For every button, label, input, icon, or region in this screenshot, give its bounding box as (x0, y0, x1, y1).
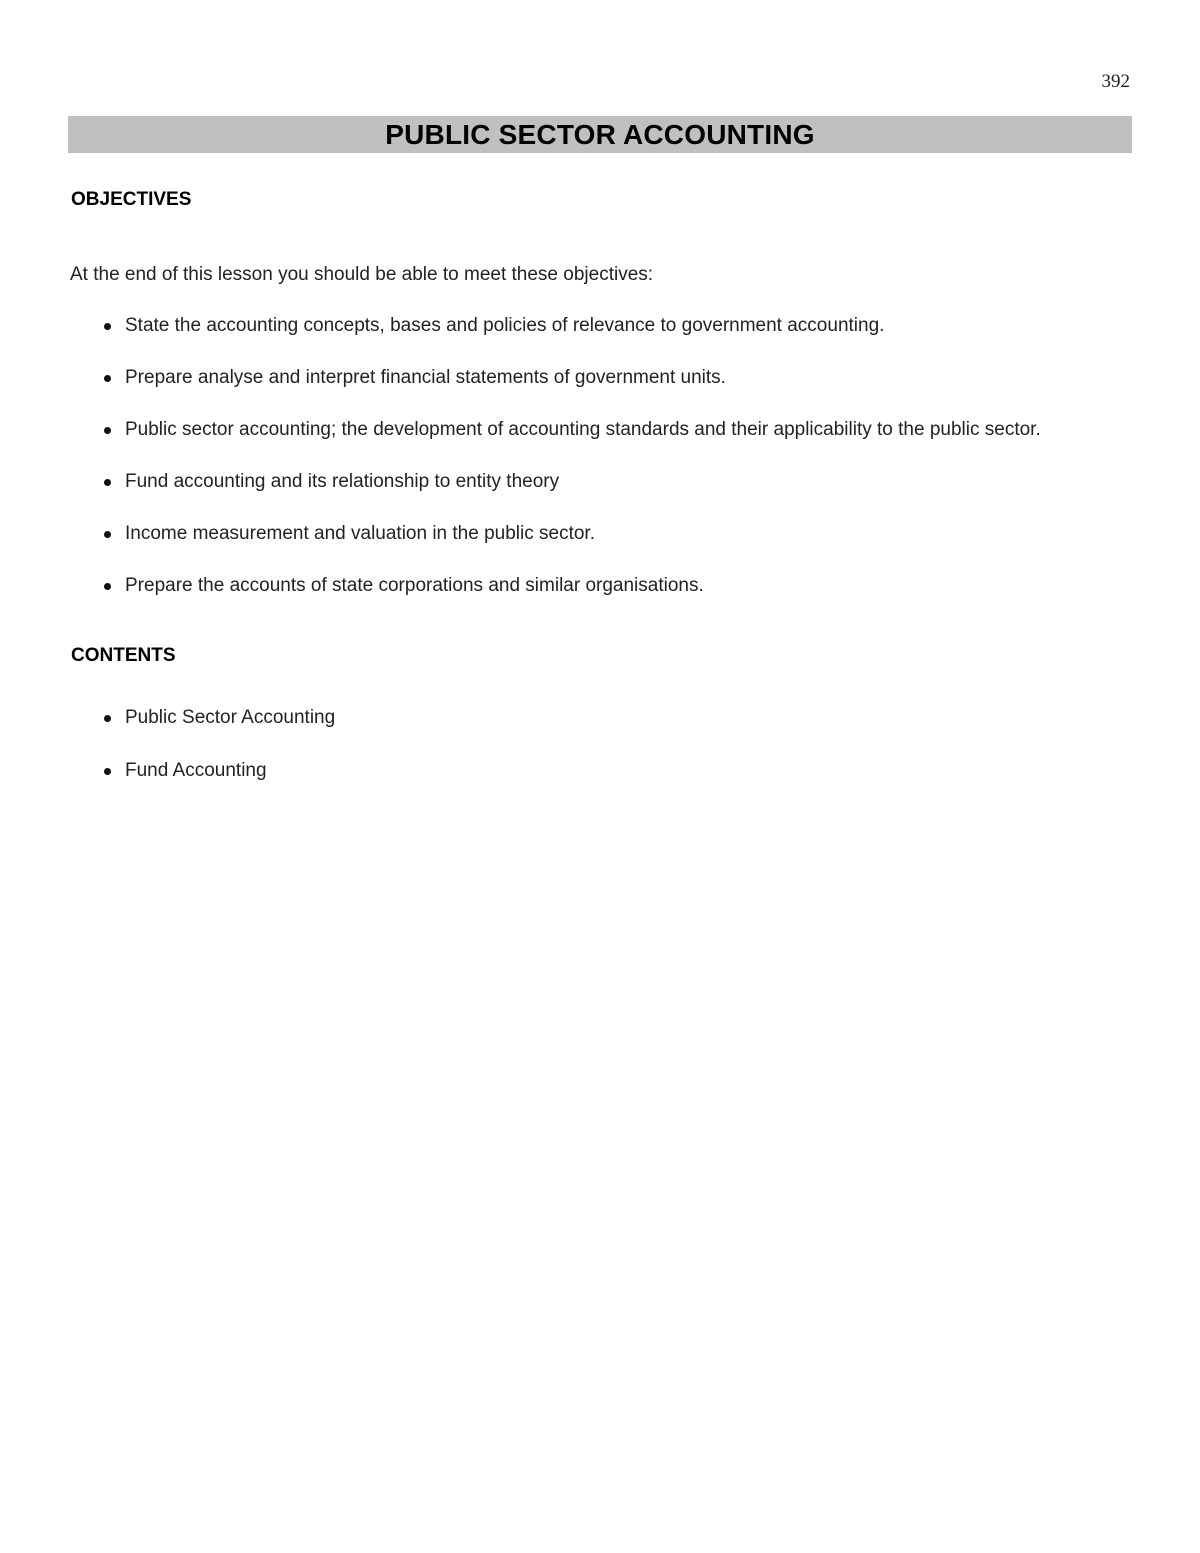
bullet-icon (104, 427, 111, 434)
title-banner (68, 116, 1132, 153)
objective-text: Prepare the accounts of state corporations and similar organisations. (125, 575, 704, 596)
contents-item-text: Public Sector Accounting (125, 707, 336, 728)
list-item (104, 366, 1129, 390)
contents-list (104, 706, 1129, 812)
objectives-intro: At the end of this lesson you should be able to meet these objectives: (70, 264, 654, 285)
list-item (104, 759, 1129, 783)
page-title: PUBLIC SECTOR ACCOUNTING (385, 118, 815, 150)
bullet-icon (104, 323, 111, 330)
bullet-icon (104, 479, 111, 486)
objective-text: State the accounting concepts, bases and policies of relevance to government accounting. (125, 315, 885, 336)
bullet-icon (104, 768, 111, 775)
objective-text: Fund accounting and its relationship to entity theory (125, 471, 560, 492)
bullet-icon (104, 583, 111, 590)
list-item (104, 574, 1129, 598)
objectives-heading: OBJECTIVES (71, 189, 192, 210)
bullet-icon (104, 375, 111, 382)
objective-text: Income measurement and valuation in the public sector. (125, 523, 595, 544)
contents-heading: CONTENTS (71, 645, 176, 666)
objective-text: Prepare analyse and interpret financial statements of government units. (125, 367, 726, 388)
list-item (104, 418, 1129, 442)
list-item (104, 522, 1129, 546)
list-item (104, 470, 1129, 494)
objective-text: Public sector accounting; the development of accounting standards and their applicability to the public sector. (125, 419, 1041, 440)
contents-item-text: Fund Accounting (125, 760, 267, 781)
page-number: 392 (1101, 71, 1130, 92)
bullet-icon (104, 715, 111, 722)
list-item (104, 314, 1129, 338)
list-item (104, 706, 1129, 730)
bullet-icon (104, 531, 111, 538)
objectives-list (104, 314, 1129, 626)
